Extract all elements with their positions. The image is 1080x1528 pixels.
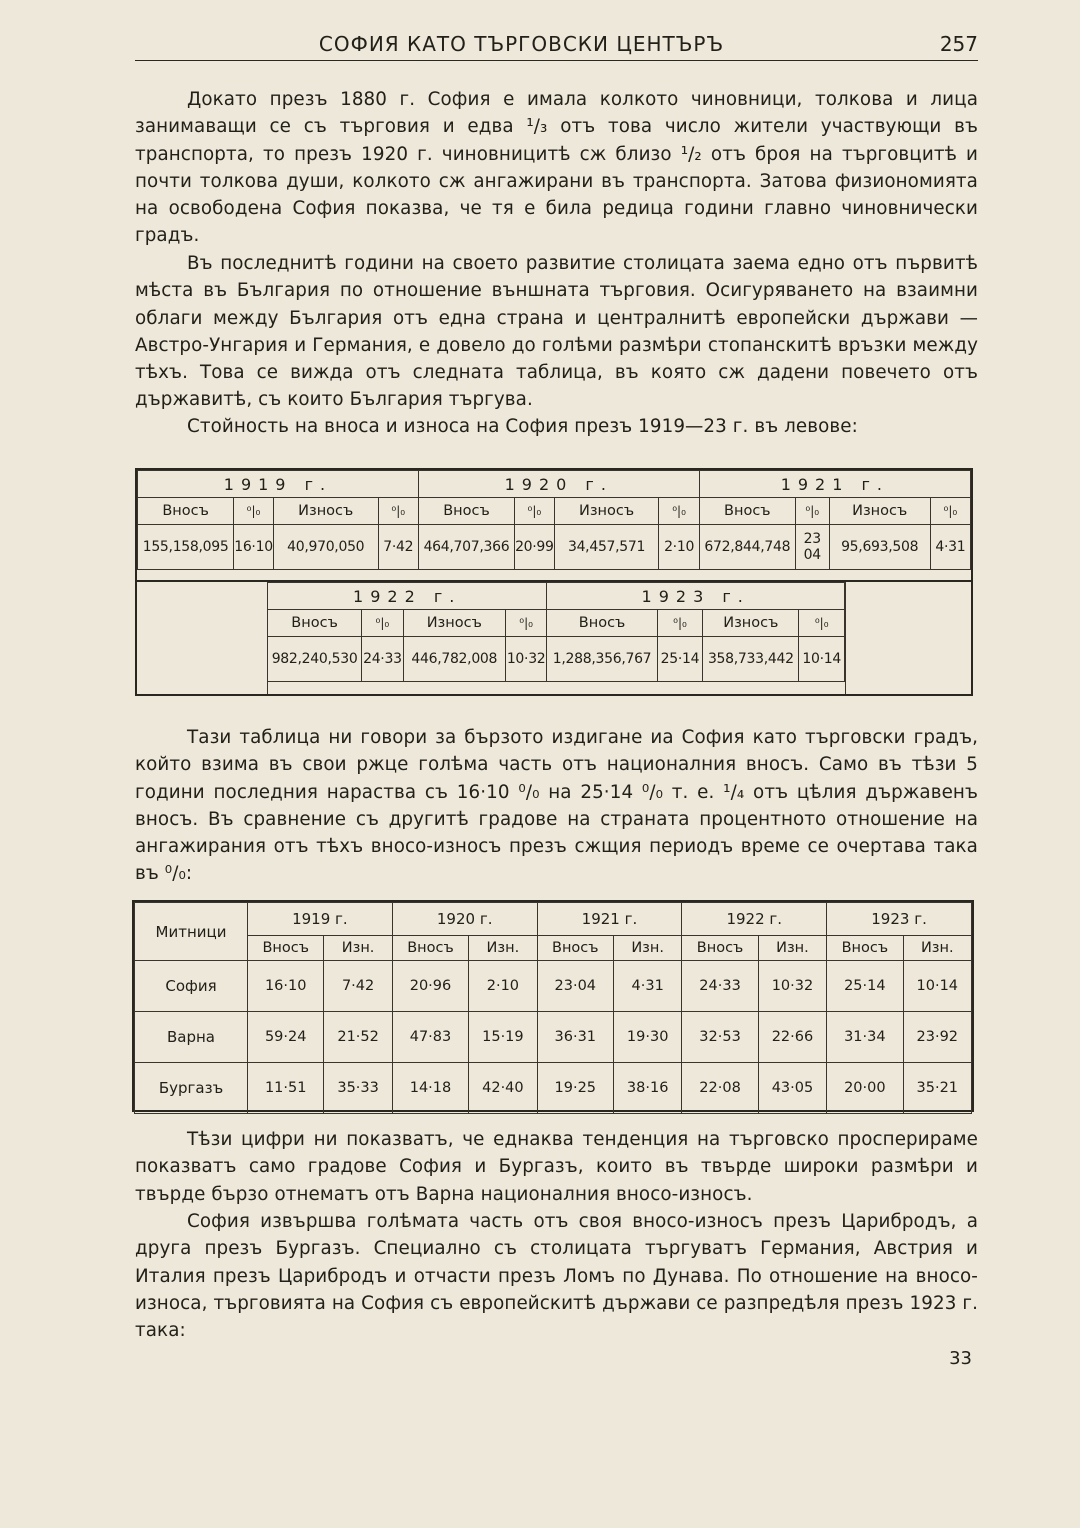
table2-cell: 2·10 (469, 961, 537, 1012)
table2-cell: 22·66 (758, 1012, 826, 1063)
table2-cell: 20·96 (392, 961, 468, 1012)
table2-col-import: Вносъ (682, 936, 758, 961)
table1-col-pct: ⁰|₀ (930, 498, 970, 525)
table1-col-import: Вносъ (268, 610, 362, 637)
table1-year-header: 1923 г. (547, 583, 845, 610)
table2-col-export: Изн. (758, 936, 826, 961)
table2-city: Варна (135, 1012, 248, 1063)
table2-col-export: Изн. (469, 936, 537, 961)
table1-col-export: Износъ (829, 498, 930, 525)
page-number: 257 (939, 32, 978, 56)
table1-col-import: Вносъ (418, 498, 514, 525)
table2-year-header: 1920 г. (392, 903, 537, 936)
table1-year-header: 1922 г. (268, 583, 547, 610)
table2-year-header: 1922 г. (682, 903, 827, 936)
table1-cell: 155,158,095 (138, 525, 234, 570)
table1-cell: 446,782,008 (403, 637, 505, 682)
table2-col-import: Вносъ (392, 936, 468, 961)
table1-col-export: Износъ (554, 498, 659, 525)
table1-cell: 95,693,508 (829, 525, 930, 570)
table2-cell: 15·19 (469, 1012, 537, 1063)
table1-col-pct: ⁰|₀ (362, 610, 404, 637)
table2-cell: 35·21 (903, 1063, 971, 1114)
table1-cell: 34,457,571 (554, 525, 659, 570)
table1-cell: 464,707,366 (418, 525, 514, 570)
table1-cell: 10·32 (505, 637, 547, 682)
customs-percentage-table (132, 900, 974, 1112)
paragraph-2: Въ последнитѣ години на своето развитие столицата заема едно отъ първитѣ мѣста въ България по отношение външната търговия. Осигуряването на взаимни облаги между България отъ една страна и централнитѣ европейски държави — Австро-Унгария и Германия, е довело до голѣми размѣри стопанскитѣ връзки между тѣхъ. Това се вижда отъ следната таблица, въ която сж дадени повечето отъ държавитѣ, съ които България търгува. (135, 253, 978, 411)
table2-cell: 19·25 (537, 1063, 613, 1114)
table1-col-import: Вносъ (547, 610, 657, 637)
table1-empty-left (137, 582, 268, 694)
table1-cell: 25·14 (657, 637, 703, 682)
paragraph-6: София извършва голѣмата часть отъ своя вносо-износъ презъ Царибродъ, а друга презъ Бургазъ. Специално съ столицата търгуватъ Германия, Австрия и Италия презъ Царибродъ и отчасти презъ Ломъ по Дунава. По отношение на вносо-износа, търговията на София съ европейскитѣ държави се разпредѣля презъ 1923 г. така: (135, 1211, 978, 1342)
table2-corner-header: Митници (135, 903, 248, 961)
table2-cell: 47·83 (392, 1012, 468, 1063)
table2-cell: 23·92 (903, 1012, 971, 1063)
table1-cell: 40,970,050 (273, 525, 378, 570)
table2-cell: 22·08 (682, 1063, 758, 1114)
table1-cell: 7·42 (378, 525, 418, 570)
table2-cell: 42·40 (469, 1063, 537, 1114)
table1-cell: 1,288,356,767 (547, 637, 657, 682)
table1-cell: 10·14 (799, 637, 845, 682)
table2-city: Бургазъ (135, 1063, 248, 1114)
table1-cell: 358,733,442 (703, 637, 799, 682)
table1-col-pct: ⁰|₀ (795, 498, 829, 525)
table1-col-pct: ⁰|₀ (799, 610, 845, 637)
table2-cell: 16·10 (248, 961, 324, 1012)
table2-col-import: Вносъ (537, 936, 613, 961)
paragraph-4: Тази таблица ни говори за бързото издигане иа София като търговски градъ, който взима въ свои ржце голѣма часть отъ националния вносъ. Само въ тѣзи 5 години последния нараства съ 16·10 ⁰/₀ на 25·14 ⁰/₀ т. е. ¹/₄ отъ цѣлия държавенъ вносъ. Въ сравнение съ другитѣ градове на страната процентното отношение на ангажирания отъ тѣхъ вносо-износъ презъ сжщия периодъ време се очертава така въ ⁰/₀: (135, 727, 978, 885)
table2-col-export: Изн. (903, 936, 971, 961)
table2-cell: 32·53 (682, 1012, 758, 1063)
table2-year-header: 1921 г. (537, 903, 682, 936)
table2-cell: 7·42 (324, 961, 392, 1012)
table1-cell: 16·10 (234, 525, 274, 570)
table2-cell: 59·24 (248, 1012, 324, 1063)
table1-col-import: Вносъ (699, 498, 795, 525)
table-row (135, 961, 972, 1012)
table1-cell: 23 04 (795, 525, 829, 570)
table1-top-block (137, 470, 971, 570)
running-title: СОФИЯ КАТО ТЪРГОВСКИ ЦЕНТЪРЪ (318, 32, 725, 56)
table-row (135, 1063, 972, 1114)
table2-year-header: 1923 г. (827, 903, 972, 936)
table1-cell: 4·31 (930, 525, 970, 570)
table1-year-header: 1920 г. (418, 471, 699, 498)
table1-col-pct: ⁰|₀ (515, 498, 555, 525)
running-header (135, 30, 978, 61)
paragraph-1: Докато презъ 1880 г. София е имала колкото чиновници, толкова и лица занимаващи се съ търговия и едва ¹/₃ отъ това число жители участвующи въ транспорта, то презъ 1920 г. чиновницитѣ сж близо ¹/₂ отъ броя на търговцитѣ и почти толкова души, колкото сж ангажирани въ транспорта. Затова физиономията на освободена София показва, че тя е била редица години главно чиновнически градъ. (135, 89, 978, 247)
table2-cell: 20·00 (827, 1063, 903, 1114)
table2-cell: 4·31 (613, 961, 681, 1012)
table2-cell: 21·52 (324, 1012, 392, 1063)
table1-cell: 982,240,530 (268, 637, 362, 682)
table1-bottom-block (267, 582, 845, 682)
table1-year-header: 1921 г. (699, 471, 970, 498)
table2-cell: 14·18 (392, 1063, 468, 1114)
table2-cell: 10·32 (758, 961, 826, 1012)
table2-cell: 43·05 (758, 1063, 826, 1114)
table2-cell: 31·34 (827, 1012, 903, 1063)
table2-col-import: Вносъ (827, 936, 903, 961)
table1-col-import: Вносъ (138, 498, 234, 525)
table1-col-pct: ⁰|₀ (657, 610, 703, 637)
table-row (135, 1012, 972, 1063)
table2-cell: 19·30 (613, 1012, 681, 1063)
table2-cell: 10·14 (903, 961, 971, 1012)
table1-col-pct: ⁰|₀ (378, 498, 418, 525)
table1-cell: 672,844,748 (699, 525, 795, 570)
table2-cell: 11·51 (248, 1063, 324, 1114)
table2-col-import: Вносъ (248, 936, 324, 961)
paragraph-5: Тѣзи цифри ни показватъ, че еднаква тенденция на търговско просперираме показватъ само градове София и Бургазъ, които въ твърде широки размѣри и твърде бързо отнематъ отъ Варна националния вносо-износъ. (135, 1129, 978, 1205)
table1-cell: 24·33 (362, 637, 404, 682)
table1-year-header: 1919 г. (138, 471, 419, 498)
table2-grid (134, 902, 972, 1114)
table2-cell: 38·16 (613, 1063, 681, 1114)
table2-cell: 36·31 (537, 1012, 613, 1063)
table2-cell: 25·14 (827, 961, 903, 1012)
table1-col-pct: ⁰|₀ (234, 498, 274, 525)
table2-city: София (135, 961, 248, 1012)
table1-cell: 2·10 (659, 525, 699, 570)
table2-year-header: 1919 г. (248, 903, 393, 936)
table1-col-pct: ⁰|₀ (659, 498, 699, 525)
table2-cell: 23·04 (537, 961, 613, 1012)
table1-col-export: Износъ (273, 498, 378, 525)
table1-col-export: Износъ (703, 610, 799, 637)
table1-cell: 20·99 (515, 525, 555, 570)
table1-col-export: Износъ (403, 610, 505, 637)
table1-caption: Стойность на вноса и износа на София презъ 1919—23 г. въ левове: (187, 416, 858, 437)
trade-value-table (135, 468, 973, 696)
table2-col-export: Изн. (613, 936, 681, 961)
table2-cell: 24·33 (682, 961, 758, 1012)
table1-empty-right (845, 582, 972, 694)
table2-col-export: Изн. (324, 936, 392, 961)
table2-cell: 35·33 (324, 1063, 392, 1114)
signature-mark: 33 (949, 1348, 972, 1369)
table1-col-pct: ⁰|₀ (505, 610, 547, 637)
